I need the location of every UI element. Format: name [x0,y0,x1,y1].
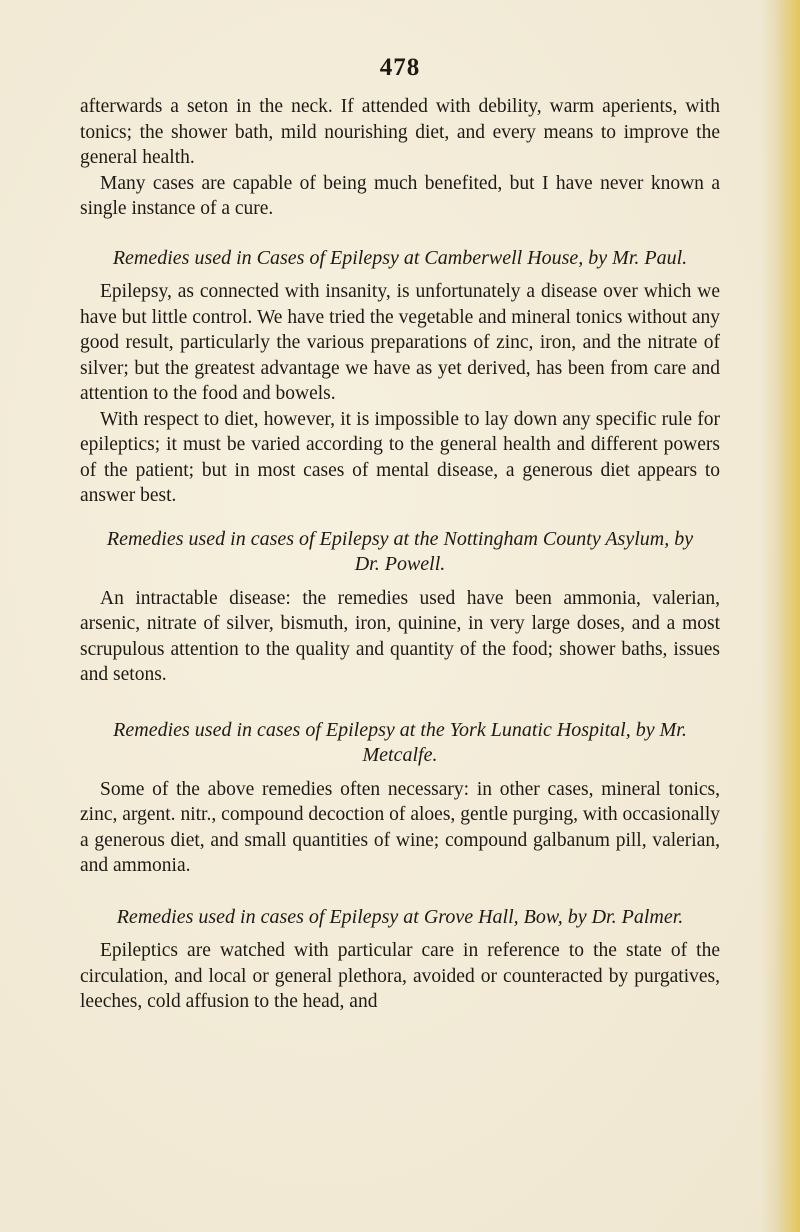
section-paragraph: Epilepsy, as connected with insanity, is unfortunately a disease over which we have but little control. We have tried the vegetable and mineral tonics without any good result, particularly the various preparations of zinc, iron, and the nitrate of silver; but the greatest advantage we have as yet derived, has been from care and attention to the food and bowels. [80,281,720,404]
section-heading: Remedies used in cases of Epilepsy at the York Lunatic Hospital, by Mr. Metcalfe. [113,718,687,766]
section-paragraph: An intractable disease: the remedies used have been ammonia, valerian, arsenic, nitrate of silver, bismuth, iron, quinine, in very large doses, and a most scrupulous attention to the quality and quantity of the food; shower baths, issues and setons. [80,587,720,685]
page-edge-stain [778,0,800,1232]
section-heading: Remedies used in cases of Epilepsy at the Nottingham County Asylum, by Dr. Powell. [106,527,694,575]
section-camberwell [80,246,720,509]
page-content [80,52,720,1015]
section-grove-hall [80,905,720,1015]
section-heading: Remedies used in Cases of Epilepsy at Camberwell House, by Mr. Paul. [112,246,688,269]
section-heading: Remedies used in cases of Epilepsy at Grove Hall, Bow, by Dr. Palmer. [116,905,684,928]
intro-paragraph-1: afterwards a seton in the neck. If attended with debility, warm aperients, with tonics; the shower bath, mild nourishing diet, and every means to improve the general health. [80,96,720,168]
intro-paragraph-2: Many cases are capable of being much benefited, but I have never known a single instance of a cure. [80,172,720,219]
section-york [80,718,720,879]
section-nottingham [80,527,720,688]
section-paragraph: Epileptics are watched with particular care in reference to the state of the circulation, and local or general plethora, avoided or counteracted by purgatives, leeches, cold affusion to the head, and [80,940,720,1012]
section-paragraph: Some of the above remedies often necessary: in other cases, mineral tonics, zinc, argent. nitr., compound decoction of aloes, gentle purging, with occasionally a generous diet, and small quantities of wine; compound galbanum pill, valerian, and ammonia. [80,778,720,876]
page-number: 478 [379,54,421,81]
section-paragraph: With respect to diet, however, it is impossible to lay down any specific rule for epileptics; it must be varied according to the general health and different powers of the patient; but in most cases of mental disease, a generous diet appears to answer best. [80,408,720,506]
